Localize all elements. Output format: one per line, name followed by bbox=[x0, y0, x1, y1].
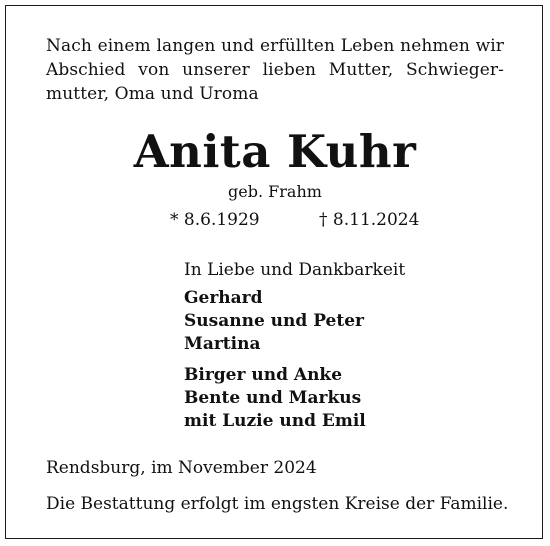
intro-line-2: Abschied von unserer lieben Mutter, Schwieger- bbox=[46, 60, 504, 80]
death-date: † 8.11.2024 bbox=[319, 210, 420, 230]
place-date: Rendsburg, im November 2024 bbox=[46, 458, 317, 478]
maiden-name: geb. Frahm bbox=[228, 182, 322, 201]
family-member: Susanne und Peter bbox=[184, 311, 364, 331]
family-group-1 bbox=[184, 287, 364, 356]
family-member: mit Luzie und Emil bbox=[184, 411, 366, 431]
intro-text bbox=[46, 34, 504, 106]
family-member: Martina bbox=[184, 334, 261, 354]
family-member: Bente und Markus bbox=[184, 388, 362, 408]
intro-line-1: Nach einem langen und erfüllten Leben nehmen wir bbox=[46, 36, 504, 56]
family-member: Birger und Anke bbox=[184, 365, 343, 385]
deceased-name: Anita Kuhr bbox=[133, 125, 417, 178]
family-member: Gerhard bbox=[184, 288, 263, 308]
birth-date: * 8.6.1929 bbox=[170, 210, 260, 230]
intro-line-3: mutter, Oma und Uroma bbox=[46, 84, 259, 104]
funeral-note: Die Bestattung erfolgt im engsten Kreise der Familie. bbox=[46, 494, 509, 514]
thanks-line: In Liebe und Dankbarkeit bbox=[184, 260, 406, 280]
family-group-2 bbox=[184, 364, 366, 433]
